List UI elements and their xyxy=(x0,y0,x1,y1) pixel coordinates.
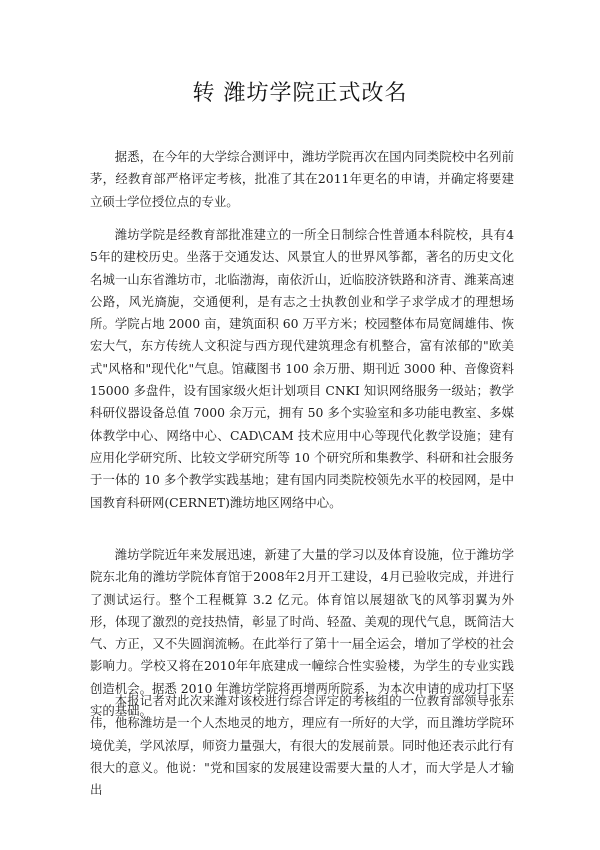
paragraph-history: 潍坊学院是经教育部批准建立的一所全日制综合性普通本科院校，具有45年的建校历史。坐落于交通发达、风景宜人的世界风筝都，著名的历史文化名城一山东省潍坊市，北临渤海，南依沂山，近临胶济铁路和济青、潍莱高速公路，风光旖旎，交通便利，是有志之士执教创业和学子求学成才的理想场所。学院占地 2000 亩，建筑面积 60 万平方米；校园整体布局宽阔雄伟、恢宏大气，东方传统人文积淀与西方现代建筑理念有机整合，富有浓郁的"欧美式"风格和"现代化"气息。馆藏图书 100 余万册、期刊近 3000 种、音像资料 15000 多盘件，设有国家级火炬计划项目 CNKI 知识网络服务一级站；教学科研仪器设备总值 7000 余万元，拥有 50 多个实验室和多功能电教室、多媒体教学中心、网络中心、CAD\CAM 技术应用中心等现代化教学设施；建有应用化学研究所、比较文学研究所等 10 个研究所和集教学、科研和社会服务于一体的 10 多个教学实践基地；建有国内同类院校领先水平的校园网，是中国教育科研网(CERNET)潍坊地区网络中心。 xyxy=(90,227,514,510)
paragraph-intro: 据悉，在今年的大学综合测评中，潍坊学院再次在国内同类院校中名列前茅，经教育部严格评定考核，批准了其在2011年更名的申请，并确定将要建立硕士学位授位点的专业。 xyxy=(90,149,514,209)
page-title: 转 潍坊学院正式改名 xyxy=(192,81,408,106)
paragraph-interview: 本报记者对此次来潍对该校进行综合评定的考核组的一位教育部领导张东伟，他称潍坊是一个人杰地灵的地方，理应有一所好的大学，而且潍坊学院环境优美，学风浓厚，师资力量强大，有很大的发展前景。同时他还表示此行有很大的意义。他说："党和国家的发展建设需要大量的人才，而大学是人才输出 xyxy=(90,693,514,798)
paragraph-development: 潍坊学院近年来发展迅速，新建了大量的学习以及体育设施，位于潍坊学院东北角的潍坊学院体育馆于2008年2月开工建设，4月已验收完成，并进行了测试运行。整个工程概算 3.2 亿元。体育馆以展翅欲飞的风筝羽翼为外形，体现了激烈的竞技热情，彰显了时尚、轻盈、美观的现代气息，既简洁大气、方正，又不失圆润流畅。在此举行了第十一届全运会，增加了学校的社会影响力。学校又将在2010年年底建成一幢综合性实验楼，为学生的专业实践创造机会。据悉 2010 年潍坊学院将再增两所院系，为本次申请的成功打下坚实的基础。 xyxy=(90,547,514,719)
